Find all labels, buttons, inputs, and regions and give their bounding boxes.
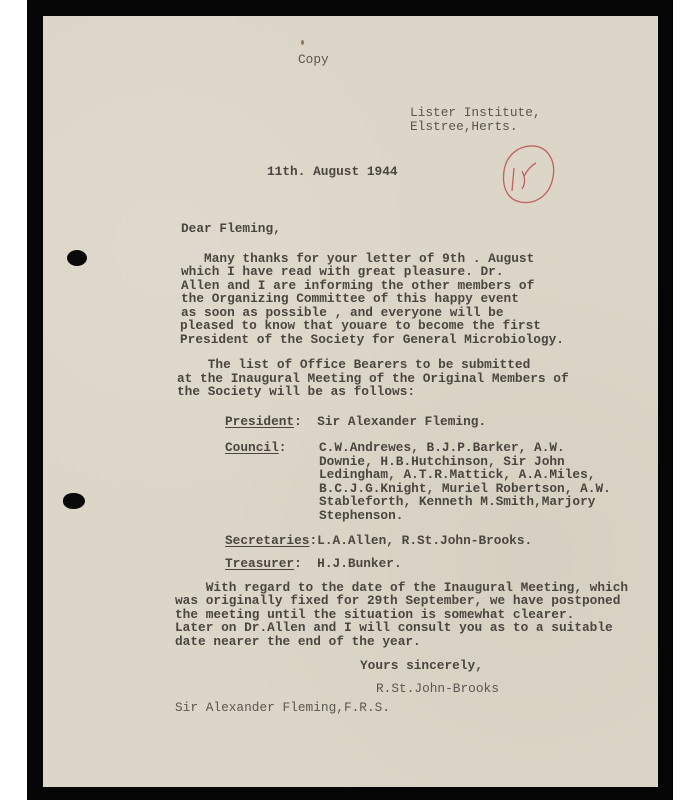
paragraph-line: President of the Society for General Microbiology. (180, 332, 564, 347)
letter-date: 11th. August 1944 (267, 164, 398, 179)
address-line-1: Lister Institute, (410, 105, 541, 120)
paragraph-line: The list of Office Bearers to be submitted (177, 357, 531, 372)
paragraph-line: as soon as possible , and everyone will be (181, 305, 504, 320)
recipient: Sir Alexander Fleming,F.R.S. (175, 700, 391, 715)
treasurer-value: H.J.Bunker. (317, 556, 402, 571)
council-line: Downie, H.B.Hutchinson, Sir John (319, 454, 565, 469)
secretaries-value: L.A.Allen, R.St.John-Brooks. (317, 533, 533, 548)
letter-page (43, 16, 658, 787)
secretaries-label: Secretaries (225, 533, 310, 548)
treasurer-label: Treasurer (225, 556, 295, 571)
paper-speck (301, 40, 304, 45)
treasurer-row: Treasurer: H.J.Bunker. (225, 556, 402, 571)
paragraph-line: date nearer the end of the year. (175, 634, 421, 649)
paragraph-line: Many thanks for your letter of 9th . August (181, 251, 535, 266)
paragraph-line: was originally fixed for 29th September, we have postponed (175, 593, 621, 608)
council-line: Stableforth, Kenneth M.Smith,Marjory (319, 494, 596, 509)
paragraph-line: With regard to the date of the Inaugural Meeting, which (175, 580, 629, 595)
signature: R.St.John-Brooks (376, 681, 499, 696)
council-line: C.W.Andrewes, B.J.P.Barker, A.W. (319, 440, 565, 455)
punch-hole-top (67, 250, 87, 266)
paragraph-line: the Society will be as follows: (177, 384, 416, 399)
paragraph-line: which I have read with great pleasure. Dr. (181, 264, 504, 279)
council-line: Ledingham, A.T.R.Mattick, A.A.Miles, (319, 467, 596, 482)
council-line: Stephenson. (319, 508, 404, 523)
paragraph-line: the Organizing Committee of this happy event (181, 291, 519, 306)
copy-mark: Copy (298, 52, 329, 67)
circled-number-annotation (500, 143, 556, 205)
president-row: President: Sir Alexander Fleming. (225, 414, 487, 429)
paragraph-line: at the Inaugural Meeting of the Original Members of (177, 371, 569, 386)
council-label: Council (225, 440, 279, 455)
paragraph-line: pleased to know that youare to become the first (180, 318, 541, 333)
salutation: Dear Fleming, (181, 221, 281, 236)
paragraph-line: Later on Dr.Allen and I will consult you as to a suitable (175, 620, 613, 635)
president-value: Sir Alexander Fleming. (317, 414, 487, 429)
closing: Yours sincerely, (360, 658, 483, 673)
paragraph-line: Allen and I are informing the other members of (181, 278, 535, 293)
address-line-2: Elstree,Herts. (410, 119, 518, 134)
paragraph-line: the meeting until the situation is somewhat clearer. (175, 607, 575, 622)
president-label: President (225, 414, 295, 429)
council-label-row: Council: (225, 440, 287, 455)
punch-hole-bottom (63, 493, 85, 509)
secretaries-row: Secretaries:L.A.Allen, R.St.John-Brooks. (225, 533, 533, 548)
council-line: B.C.J.G.Knight, Muriel Robertson, A.W. (319, 481, 611, 496)
